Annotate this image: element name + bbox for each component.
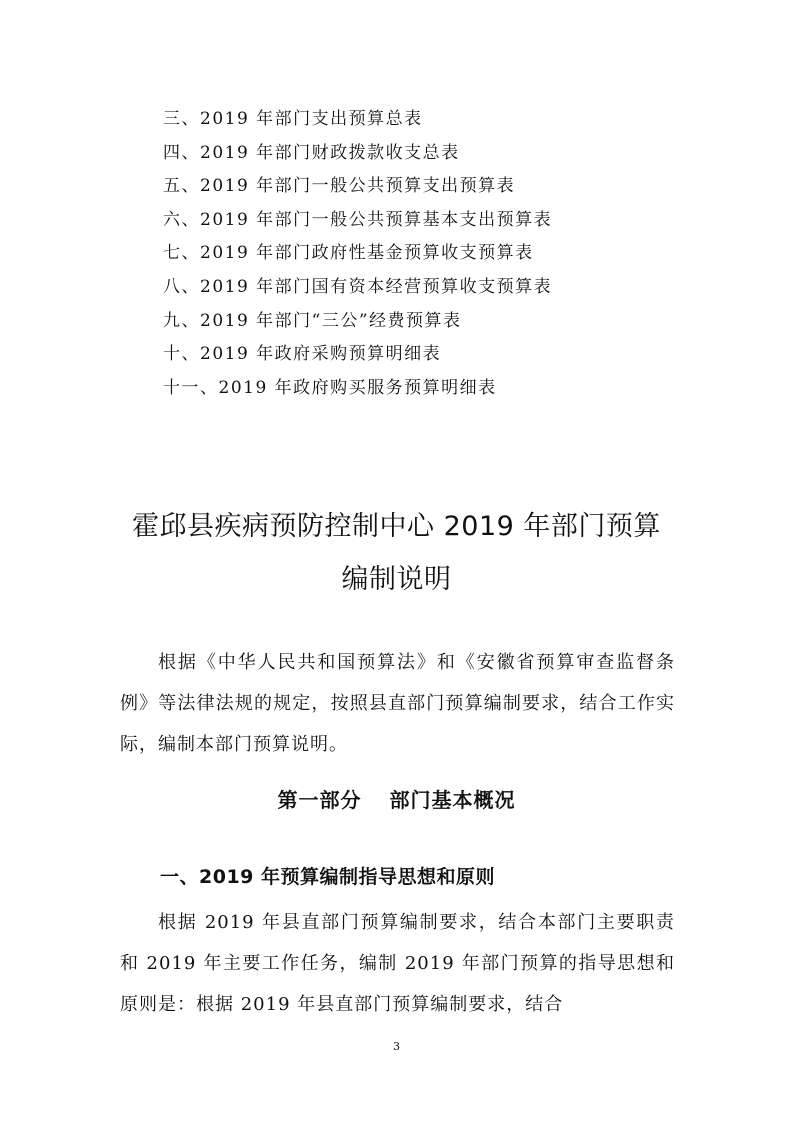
part-heading: [100, 784, 693, 813]
title-line-1: 霍邱县疾病预防控制中心 2019 年部门预算: [132, 511, 661, 542]
section-paragraph: 根据 2019 年县直部门预算编制要求，结合本部门主要职责和 2019 年主要工作任务，编制 2019 年部门预算的指导思想和原则是：根据 2019 年县直部门预算编制要求，结合: [120, 912, 675, 1015]
toc-item: 四、2019 年部门财政拨款收支总表: [163, 142, 460, 163]
toc-item: 十、2019 年政府采购预算明细表: [163, 344, 442, 365]
toc-item: 八、2019 年部门国有资本经营预算收支预算表: [163, 276, 553, 297]
document-title: [100, 500, 693, 606]
part-name: 部门基本概况: [389, 788, 516, 812]
part-number: 第一部分: [277, 788, 362, 812]
toc-item: 七、2019 年部门政府性基金预算收支预算表: [163, 243, 534, 264]
toc-item: 六、2019 年部门一般公共预算基本支出预算表: [163, 209, 553, 230]
toc-item: 三、2019 年部门支出预算总表: [163, 109, 423, 129]
page-number: 3: [393, 1040, 400, 1053]
toc-item: 五、2019 年部门一般公共预算支出预算表: [163, 176, 516, 197]
title-line-2: 编制说明: [341, 564, 452, 595]
table-of-contents: [163, 103, 552, 405]
intro-paragraph: 根据《中华人民共和国预算法》和《安徽省预算审查监督条例》等法律法规的规定，按照县直部门预算编制要求，结合工作实际，编制本部门预算说明。: [120, 652, 675, 755]
toc-item: 十一、2019 年政府购买服务预算明细表: [163, 377, 497, 398]
toc-item: 九、2019 年部门“三公”经费预算表: [163, 310, 462, 331]
section-heading: 一、2019 年预算编制指导思想和原则: [160, 866, 495, 888]
